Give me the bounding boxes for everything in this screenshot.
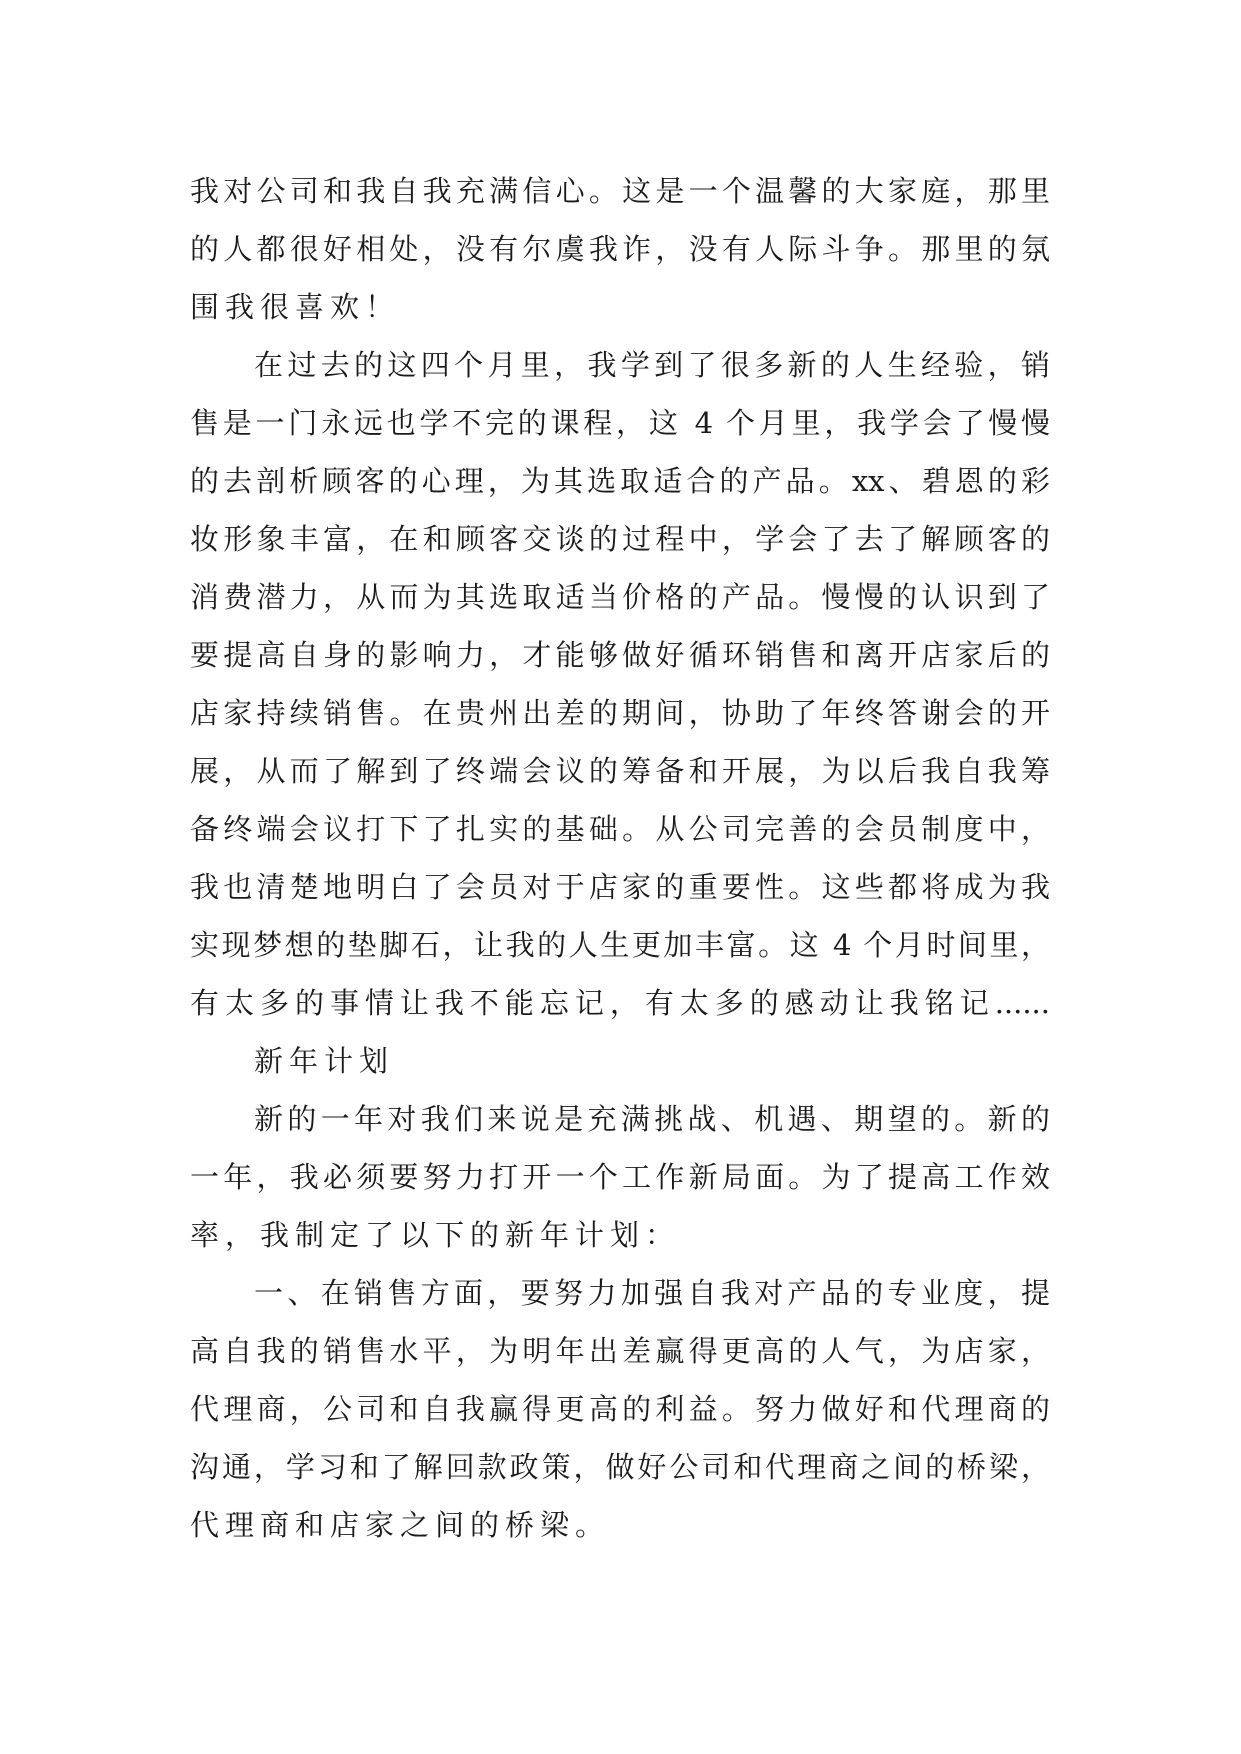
text-line: 围我很喜欢！ bbox=[190, 290, 401, 324]
document-body bbox=[190, 162, 1050, 1554]
text-line: 售是一门永远也学不完的课程，这 4 个月里，我学会了慢慢 bbox=[190, 406, 1050, 440]
paragraph-first-line: 新的一年对我们来说是充满挑战、机遇、期望的。新的 bbox=[254, 1102, 1050, 1136]
text-line: 一年，我必须要努力打开一个工作新局面。为了提高工作效 bbox=[190, 1160, 1050, 1194]
text-line: 高自我的销售水平，为明年出差赢得更高的人气，为店家， bbox=[190, 1334, 1050, 1368]
text-line: 实现梦想的垫脚石，让我的人生更加丰富。这 4 个月时间里， bbox=[190, 928, 1050, 962]
text-line: 率，我制定了以下的新年计划： bbox=[190, 1218, 681, 1252]
text-line: 我也清楚地明白了会员对于店家的重要性。这些都将成为我 bbox=[190, 870, 1050, 904]
text-line: 有太多的事情让我不能忘记，有太多的感动让我铭记...... bbox=[190, 986, 1050, 1020]
text-line: 要提高自身的影响力，才能够做好循环销售和离开店家后的 bbox=[190, 638, 1050, 672]
text-line: 店家持续销售。在贵州出差的期间，协助了年终答谢会的开 bbox=[190, 696, 1050, 730]
text-line: 妆形象丰富，在和顾客交谈的过程中，学会了去了解顾客的 bbox=[190, 522, 1050, 556]
text-line: 代理商，公司和自我赢得更高的利益。努力做好和代理商的 bbox=[190, 1392, 1050, 1426]
text-line: 的去剖析顾客的心理，为其选取适合的产品。xx、碧恩的彩 bbox=[190, 464, 1050, 498]
text-line: 展，从而了解到了终端会议的筹备和开展，为以后我自我筹 bbox=[190, 754, 1050, 788]
text-line: 沟通，学习和了解回款政策，做好公司和代理商之间的桥梁， bbox=[190, 1450, 1050, 1484]
text-line: 的人都很好相处，没有尔虞我诈，没有人际斗争。那里的氛 bbox=[190, 232, 1050, 266]
paragraph-first-line: 在过去的这四个月里，我学到了很多新的人生经验，销 bbox=[254, 348, 1050, 382]
section-heading: 新年计划 bbox=[254, 1044, 395, 1078]
text-line: 备终端会议打下了扎实的基础。从公司完善的会员制度中， bbox=[190, 812, 1050, 846]
text-line: 消费潜力，从而为其选取适当价格的产品。慢慢的认识到了 bbox=[190, 580, 1050, 614]
text-line: 代理商和店家之间的桥梁。 bbox=[190, 1508, 611, 1542]
text-line: 我对公司和我自我充满信心。这是一个温馨的大家庭，那里 bbox=[190, 174, 1050, 208]
paragraph-first-line: 一、在销售方面，要努力加强自我对产品的专业度，提 bbox=[254, 1276, 1050, 1310]
